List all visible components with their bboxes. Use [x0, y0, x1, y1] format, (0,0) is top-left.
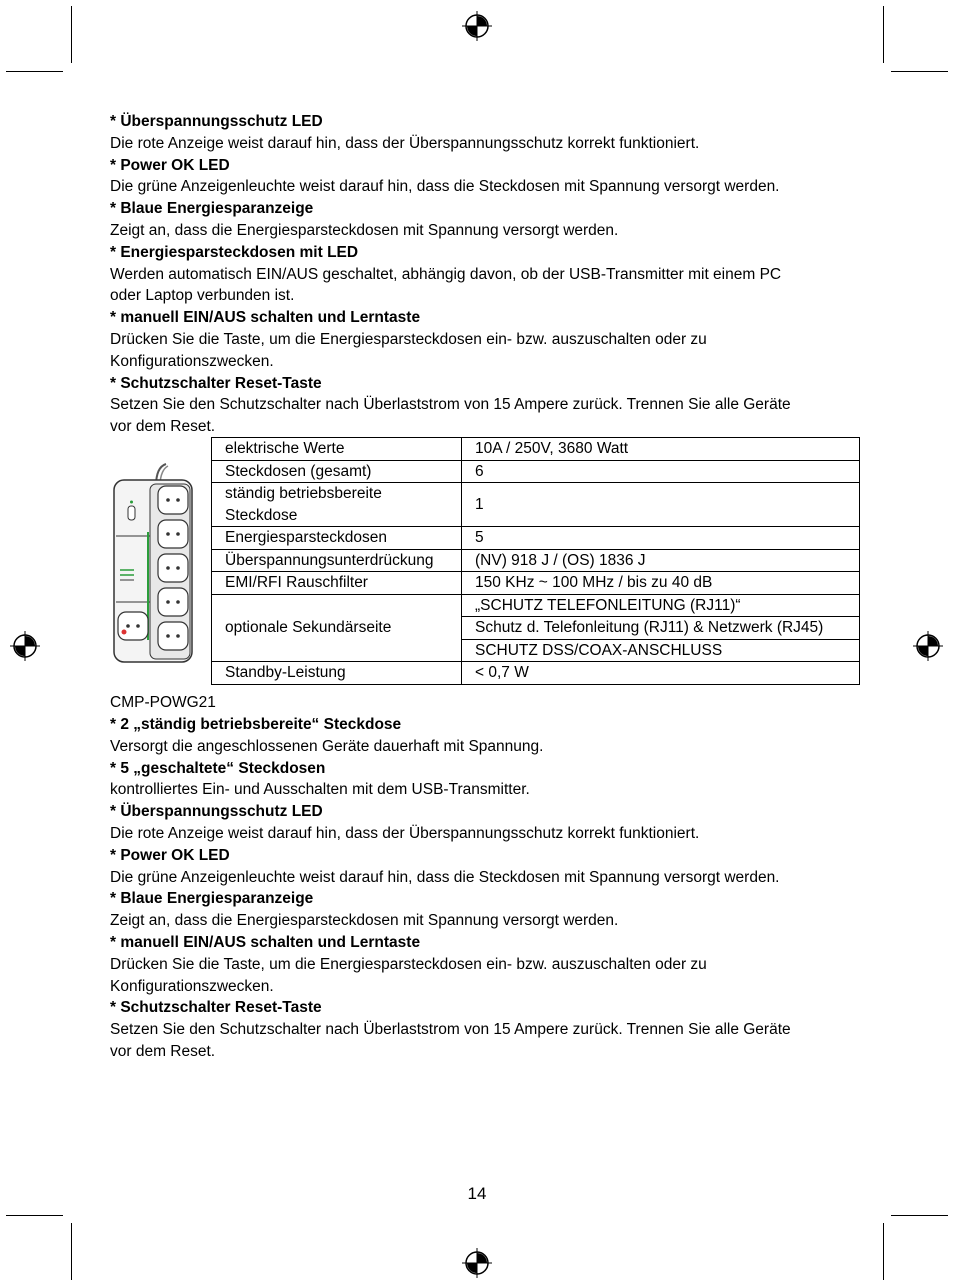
heading: * Power OK LED — [110, 156, 230, 174]
table-cell: 1 — [462, 483, 860, 527]
table-cell: Überspannungsunterdrückung — [212, 549, 462, 572]
paragraph: Zeigt an, dass die Energiesparsteckdosen mit Spannung versorgt werden. — [110, 912, 619, 930]
registration-mark-icon — [9, 630, 41, 662]
table-row — [212, 572, 860, 595]
table-cell: 150 KHz ~ 100 MHz / bis zu 40 dB — [462, 572, 860, 595]
heading: * Power OK LED — [110, 846, 230, 864]
table-cell: 6 — [462, 460, 860, 483]
paragraph: Die grüne Anzeigenleuchte weist darauf hin, dass die Steckdosen mit Spannung versorgt werden. — [110, 178, 780, 196]
bottom-section — [110, 714, 850, 1063]
paragraph: Die rote Anzeige weist darauf hin, dass der Überspannungsschutz korrekt funktioniert. — [110, 134, 700, 152]
registration-mark-icon — [461, 10, 493, 42]
table-cell: SCHUTZ DSS/COAX-ANSCHLUSS — [462, 639, 860, 662]
paragraph: kontrolliertes Ein- und Ausschalten mit dem USB-Transmitter. — [110, 781, 530, 799]
registration-mark-icon — [912, 630, 944, 662]
table-row — [212, 527, 860, 550]
power-strip-illustration — [108, 462, 198, 666]
crop-mark — [883, 1223, 884, 1280]
table-cell: optionale Sekundärseite — [212, 594, 462, 662]
paragraph: Drücken Sie die Taste, um die Energiesparsteckdosen ein- bzw. auszuschalten oder zu — [110, 330, 707, 348]
crop-mark — [6, 1215, 63, 1216]
table-cell: Schutz d. Telefonleitung (RJ11) & Netzwerk (RJ45) — [462, 617, 860, 640]
table-cell: EMI/RFI Rauschfilter — [212, 572, 462, 595]
table-row — [212, 438, 860, 461]
paragraph: Konfigurationszwecken. — [110, 977, 274, 995]
crop-mark — [891, 71, 948, 72]
heading: * Blaue Energiesparanzeige — [110, 890, 314, 908]
cell-line: ständig betriebsbereite — [225, 485, 382, 502]
paragraph: Konfigurationszwecken. — [110, 352, 274, 370]
table-cell — [212, 483, 462, 527]
crop-mark — [891, 1215, 948, 1216]
table-cell: 5 — [462, 527, 860, 550]
crop-mark — [71, 6, 72, 63]
heading: * Schutzschalter Reset-Taste — [110, 999, 322, 1017]
top-section — [110, 111, 850, 438]
paragraph: vor dem Reset. — [110, 418, 216, 436]
table-row — [212, 662, 860, 685]
heading: * Schutzschalter Reset-Taste — [110, 374, 322, 392]
table-row — [212, 594, 860, 617]
table-cell: < 0,7 W — [462, 662, 860, 685]
heading: * manuell EIN/AUS schalten und Lerntaste — [110, 309, 421, 327]
registration-mark-icon — [461, 1247, 493, 1279]
table-cell: „SCHUTZ TELEFONLEITUNG (RJ11)“ — [462, 594, 860, 617]
paragraph: Setzen Sie den Schutzschalter nach Überlaststrom von 15 Ampere zurück. Trennen Sie alle Geräte — [110, 1021, 791, 1039]
page-number: 14 — [467, 1184, 487, 1203]
table-cell: Standby-Leistung — [212, 662, 462, 685]
paragraph: Die rote Anzeige weist darauf hin, dass der Überspannungsschutz korrekt funktioniert. — [110, 824, 700, 842]
heading: * 5 „geschaltete“ Steckdosen — [110, 759, 326, 777]
table-cell: (NV) 918 J / (OS) 1836 J — [462, 549, 860, 572]
paragraph: Werden automatisch EIN/AUS geschaltet, abhängig davon, ob der USB-Transmitter mit einem PC — [110, 265, 782, 283]
paragraph: vor dem Reset. — [110, 1042, 216, 1060]
paragraph: Setzen Sie den Schutzschalter nach Überlaststrom von 15 Ampere zurück. Trennen Sie alle Geräte — [110, 396, 791, 414]
table-cell: 10A / 250V, 3680 Watt — [462, 438, 860, 461]
table-row — [212, 483, 860, 527]
heading: * Blaue Energiesparanzeige — [110, 200, 314, 218]
heading: * Überspannungsschutz LED — [110, 803, 323, 821]
heading: * Energiesparsteckdosen mit LED — [110, 243, 359, 261]
table-cell: Steckdosen (gesamt) — [212, 460, 462, 483]
table-row — [212, 460, 860, 483]
cell-line: Steckdose — [225, 506, 298, 524]
heading: * manuell EIN/AUS schalten und Lerntaste — [110, 933, 421, 951]
table-cell: elektrische Werte — [212, 438, 462, 461]
paragraph: Die grüne Anzeigenleuchte weist darauf hin, dass die Steckdosen mit Spannung versorgt werden. — [110, 868, 780, 886]
paragraph: Drücken Sie die Taste, um die Energiesparsteckdosen ein- bzw. auszuschalten oder zu — [110, 955, 707, 973]
crop-mark — [71, 1223, 72, 1280]
model-number: CMP-POWG21 — [110, 694, 216, 711]
spec-table — [211, 437, 860, 685]
paragraph: oder Laptop verbunden ist. — [110, 287, 295, 305]
heading: * Überspannungsschutz LED — [110, 113, 323, 130]
paragraph: Zeigt an, dass die Energiesparsteckdosen mit Spannung versorgt werden. — [110, 221, 619, 239]
table-cell: Energiesparsteckdosen — [212, 527, 462, 550]
crop-mark — [883, 6, 884, 63]
paragraph: Versorgt die angeschlossenen Geräte dauerhaft mit Spannung. — [110, 737, 544, 755]
table-row — [212, 549, 860, 572]
heading: * 2 „ständig betriebsbereite“ Steckdose — [110, 716, 402, 733]
crop-mark — [6, 71, 63, 72]
